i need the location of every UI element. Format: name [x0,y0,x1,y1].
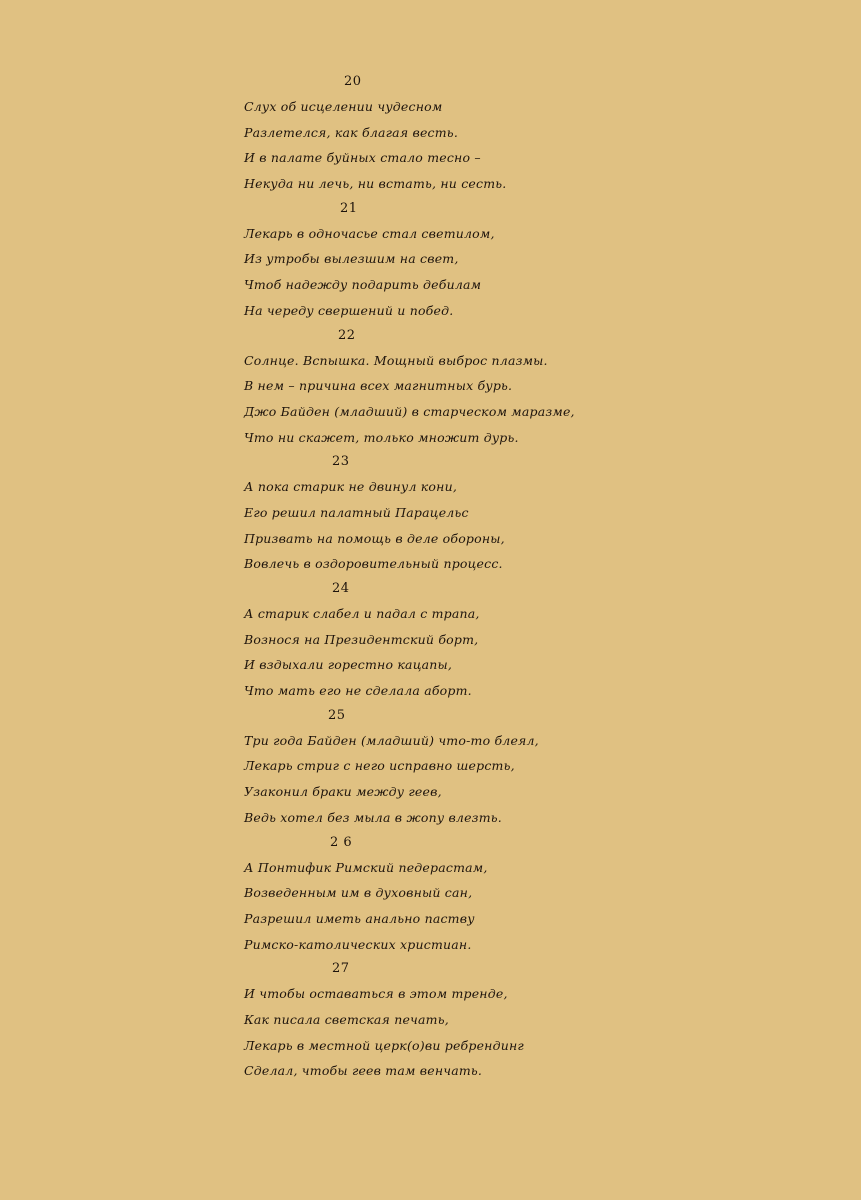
poem-line: Призвать на помощь в деле обороны, [244,530,505,546]
poem-line: Разрешил иметь анально паству [244,910,475,926]
poem-line: Некуда ни лечь, ни встать, ни сесть. [244,176,507,192]
stanza-number: 24 [332,581,350,596]
poem-line: Разлетелся, как благая весть. [244,124,458,140]
poem-line: Слух об исцелении чудесном [244,99,443,114]
poem-line: Вознося на Президентский борт, [244,631,479,647]
poem-line: Лекарь в одночасье стал светилом, [244,225,495,241]
stanza-number: 2 6 [330,834,353,850]
stanza-number: 25 [328,707,346,723]
poem-line: Что ни скажет, только множит дурь. [244,429,519,445]
stanza-number: 27 [332,961,350,977]
poem-line: Возведенным им в духовный сан, [244,885,473,901]
poem-line: И в палате буйных стало тесно – [244,150,481,166]
stanza-number: 22 [338,327,356,343]
poem-line: На череду свершений и побед. [244,302,454,318]
poem-line: Чтоб надежду подарить дебилам [244,277,482,293]
poem-line: Ведь хотел без мыла в жопу влезть. [244,809,502,825]
poem-line: Узаконил браки между геев, [244,784,442,800]
stanza-number: 23 [332,454,350,470]
stanza-number: 21 [340,200,358,216]
poem-line: А пока старик не двинул кони, [244,479,458,495]
poem-line: А старик слабел и падал с трапа, [244,606,480,621]
poem-line: В нем – причина всех магнитных бурь. [244,378,513,394]
poem-line: Сделал, чтобы геев там венчать. [244,1063,483,1079]
poem-line: Лекарь в местной церк(о)ви ребрендинг [244,1037,524,1053]
poem-line: Джо Байден (младший) в старческом маразме, [244,403,575,419]
poem-line: Его решил палатный Парацельс [244,504,469,520]
poem-line: И чтобы оставаться в этом тренде, [244,986,508,1002]
poem-line: Из утробы вылезшим на свет, [244,251,459,267]
poem-line: Три года Байден (младший) что-то блеял, [244,732,539,748]
poem-line: И вздыхали горестно кацапы, [244,657,453,673]
stanza-23 [244,450,704,577]
poem-line: Как писала светская печать, [244,1011,449,1027]
stanza-22 [244,324,704,451]
poem-line: Солнце. Вспышка. Мощный выброс плазмы. [244,352,548,368]
stanza-21 [244,197,704,324]
poem-line: Вовлечь в оздоровительный процесс. [244,556,503,572]
poem-line: А Понтифик Римский педерастам, [244,859,488,875]
stanza-27 [244,957,704,1084]
stanza-26 [244,831,704,958]
poem-body [244,70,704,1084]
stanza-25 [244,704,704,831]
stanza-24 [244,577,704,704]
stanza-20 [244,70,704,197]
stanza-number: 20 [344,74,362,89]
poem-line: Что мать его не сделала аборт. [244,683,472,699]
poem-line: Лекарь стриг с него исправно шерсть, [244,758,515,774]
poem-line: Римско-католических христиан. [244,936,472,952]
